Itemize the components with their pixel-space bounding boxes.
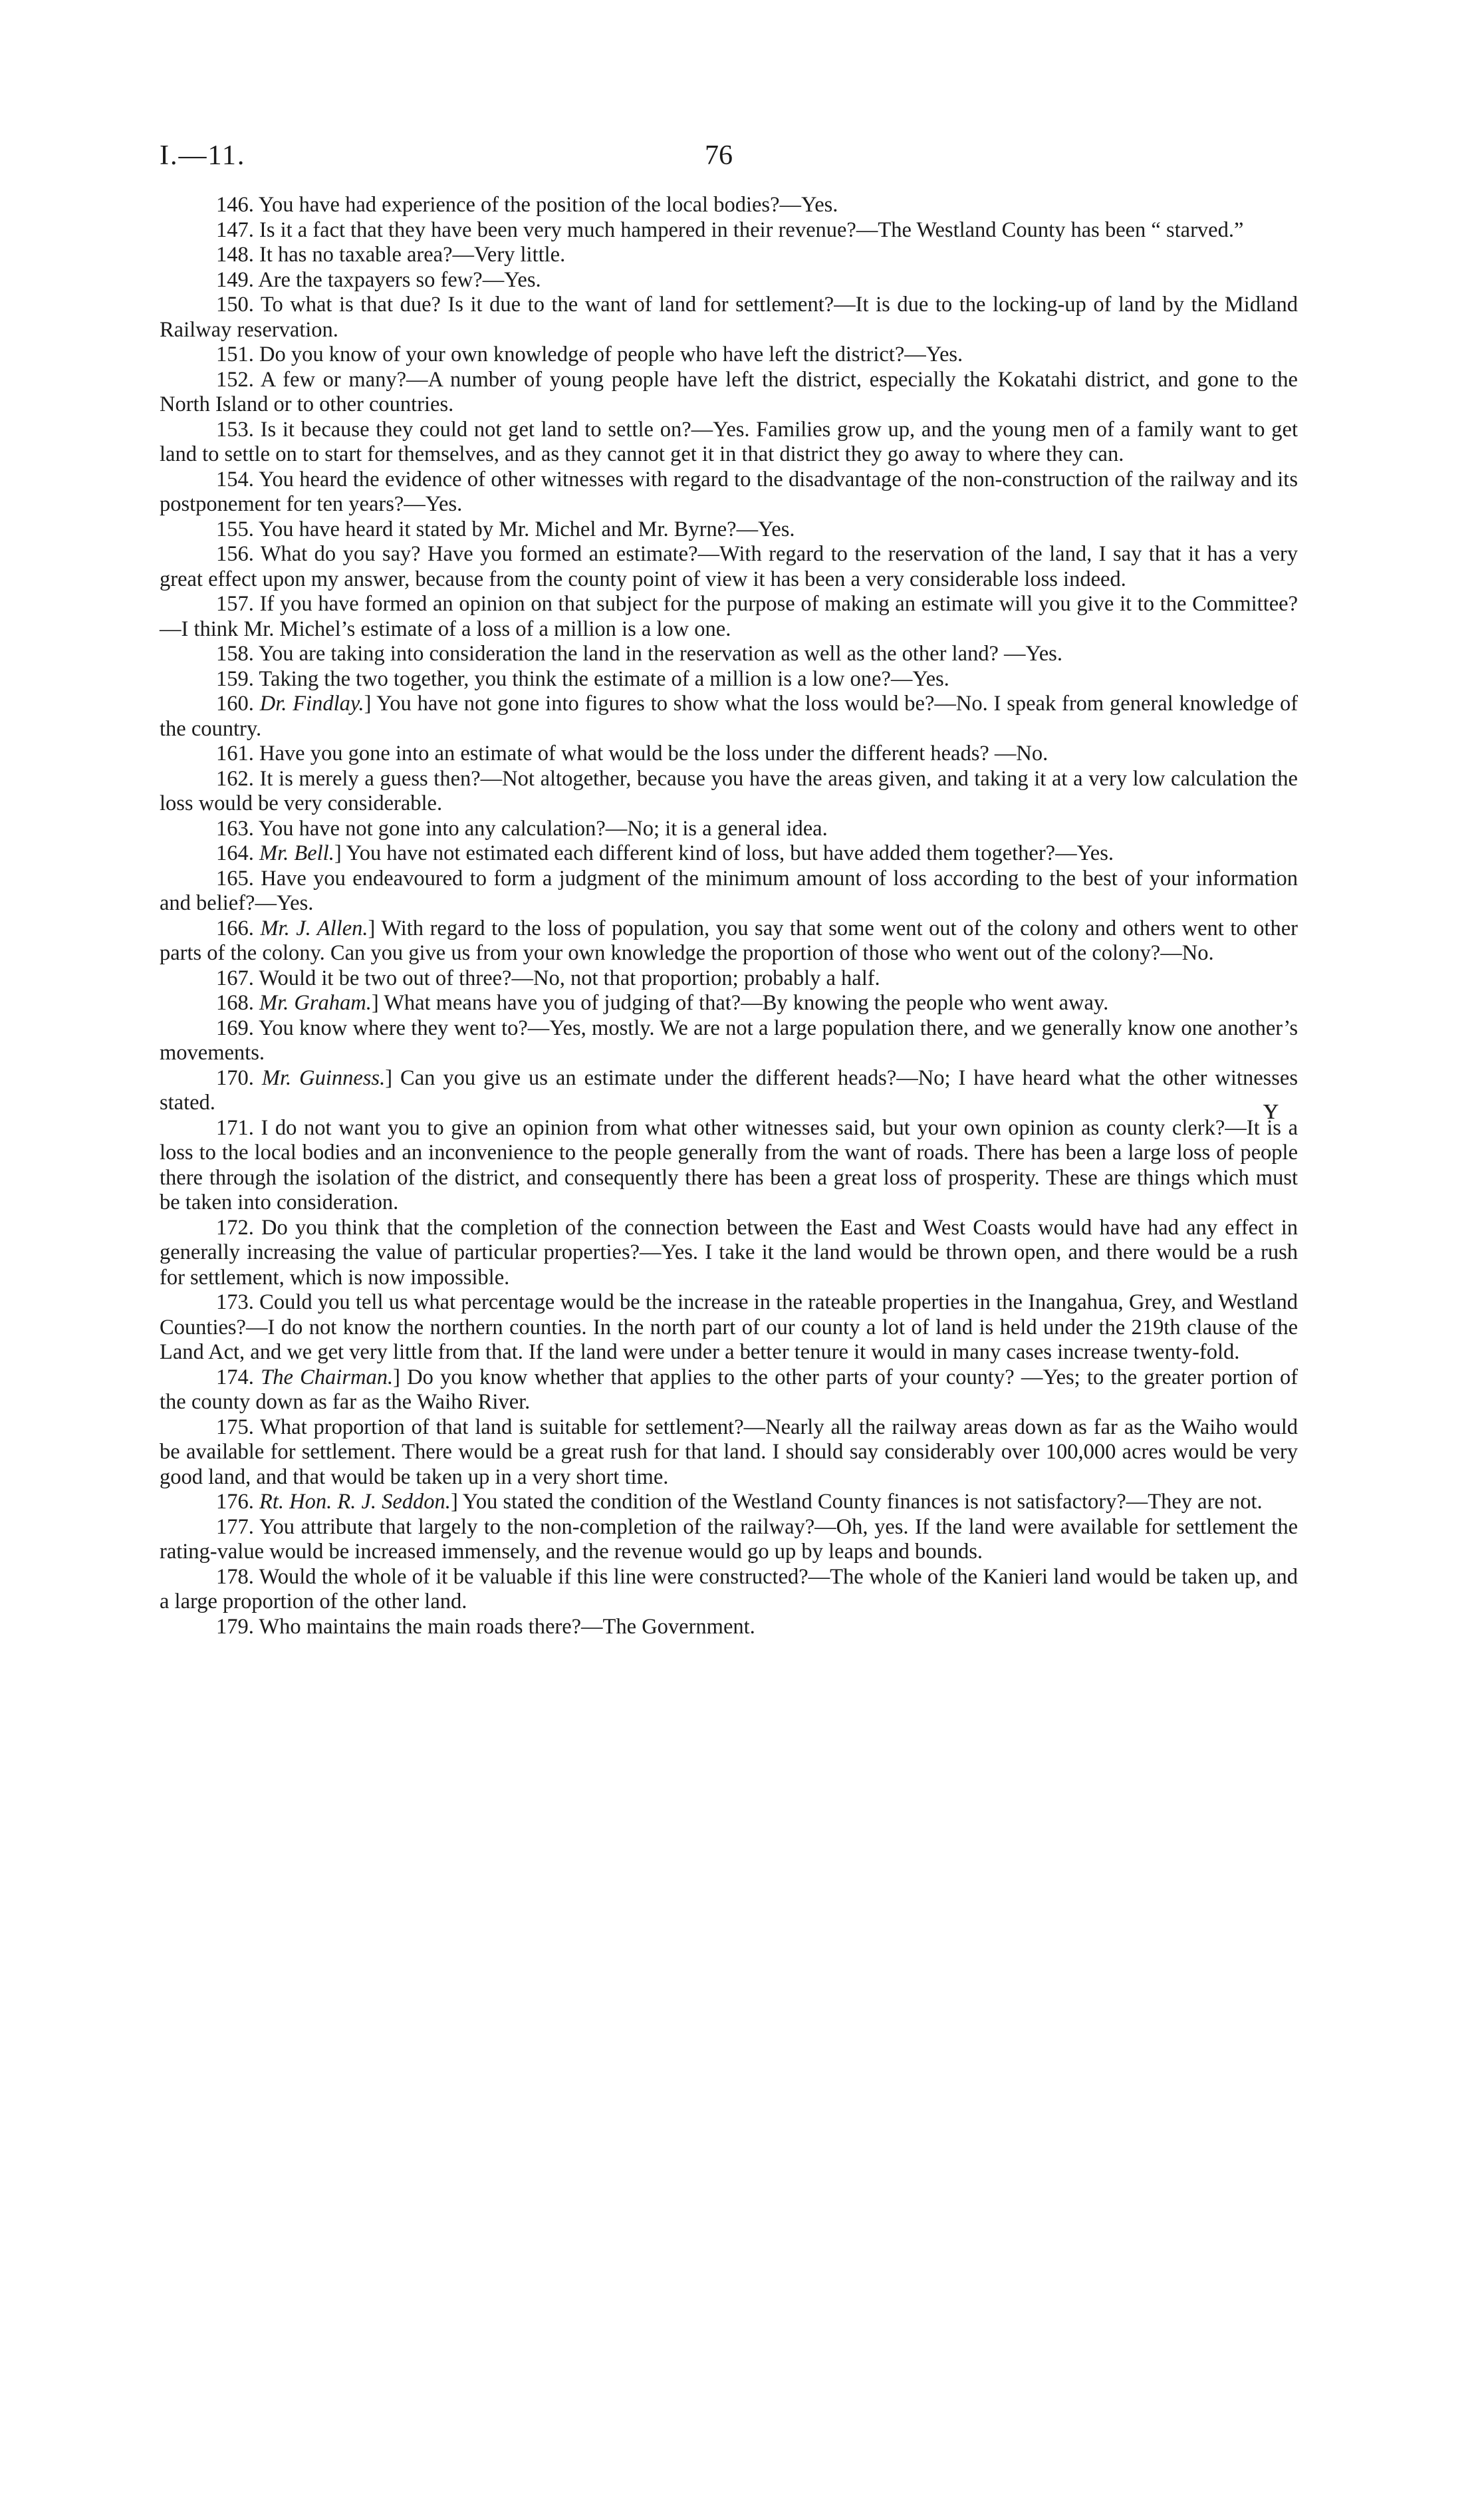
question-text: 155. You have heard it stated by Mr. Michel and Mr. Byrne?—Yes.: [216, 517, 795, 541]
speaker-name: Mr. Bell.: [259, 841, 334, 865]
question-text: 146. You have had experience of the position of the local bodies?—Yes.: [216, 193, 838, 217]
evidence-paragraph: [160, 991, 1298, 1016]
question-text: 157. If you have formed an opinion on that subject for the purpose of making an estimate will you give it to the Committee?—I think Mr. Michel’s estimate of a loss of a million is a low one.: [160, 592, 1298, 641]
question-text: 168.: [216, 991, 259, 1015]
evidence-paragraph: [160, 1365, 1298, 1415]
question-text: 149. Are the taxpayers so few?—Yes.: [216, 267, 541, 292]
question-text: 147. Is it a fact that they have been very much hampered in their revenue?—The Westland County has been “ starved.”: [216, 217, 1244, 242]
answer-text: ] With regard to the loss of population, you say that some went out of the colony and others went to other parts of the colony. Can you give us from your own knowledge the proportion of those who went out of the colony?—No.: [160, 916, 1298, 965]
evidence-paragraph: [160, 692, 1298, 742]
question-text: 172. Do you think that the completion of the connection between the East and West Coasts would have had any effect in generally increasing the value of particular properties?—Yes. I take it the land would be thrown open, and there would be a rush for settlement, which is now impossible.: [160, 1215, 1298, 1290]
question-text: 162. It is merely a guess then?—Not altogether, because you have the areas given, and taking it at a very low calculation the loss would be very considerable.: [160, 766, 1298, 815]
question-text: 170.: [216, 1065, 262, 1090]
answer-text: ] You have not gone into figures to show what the loss would be?—No. I speak from general knowledge of the country.: [160, 692, 1298, 741]
speaker-name: Mr. Graham.: [259, 991, 372, 1015]
page-header: [160, 133, 1298, 193]
question-text: 166.: [216, 916, 261, 940]
evidence-paragraph: [160, 293, 1298, 343]
speaker-name: Mr. J. Allen.: [260, 916, 368, 940]
question-text: 165. Have you endeavoured to form a judgment of the minimum amount of loss according to the best of your information and belief?—Yes.: [160, 866, 1298, 915]
question-text: 163. You have not gone into any calculation?—No; it is a general idea.: [216, 816, 828, 841]
evidence-paragraph: [160, 1615, 1298, 1640]
document-reference: I.—11.: [160, 140, 246, 171]
evidence-paragraph: [160, 1016, 1298, 1066]
question-text: 152. A few or many?—A number of young people have left the district, especially the Kokatahi district, and gone to the North Island or to other countries.: [160, 367, 1298, 416]
evidence-paragraph: [160, 218, 1298, 243]
evidence-paragraph: [160, 667, 1298, 692]
question-text: 178. Would the whole of it be valuable if this line were constructed?—The whole of the Kanieri land would be taken up, and a large proportion of the other land.: [160, 1564, 1298, 1613]
question-text: 154. You heard the evidence of other witnesses with regard to the disadvantage of the non-construction of the railway and its postponement for ten years?—Yes.: [160, 467, 1298, 516]
question-text: 158. You are taking into consideration the land in the reservation as well as the other land? —Yes.: [216, 642, 1062, 666]
evidence-paragraph: [160, 841, 1298, 867]
evidence-paragraph: [160, 767, 1298, 817]
question-text: 176.: [216, 1490, 259, 1514]
evidence-paragraph: [160, 1066, 1298, 1116]
question-text: 159. Taking the two together, you think the estimate of a million is a low one?—Yes.: [216, 666, 949, 691]
evidence-paragraph: [160, 193, 1298, 218]
answer-text: ] What means have you of judging of that?—By knowing the people who went away.: [371, 991, 1109, 1015]
evidence-paragraph: [160, 742, 1298, 767]
question-text: 161. Have you gone into an estimate of what would be the loss under the different heads? —No.: [216, 742, 1049, 765]
evidence-paragraph: [160, 817, 1298, 842]
speaker-name: Mr. Guinness.: [261, 1065, 386, 1090]
evidence-paragraph: [160, 1116, 1298, 1216]
answer-text: ] Do you know whether that applies to the other parts of your county? —Yes; to the greater portion of the county down as far as the Waiho River.: [160, 1365, 1298, 1414]
question-text: 153. Is it because they could not get land to settle on?—Yes. Families grow up, and the young men of a family want to get land to settle on to start for themselves, and as they cannot get it in that district they go away to where they can.: [160, 417, 1298, 466]
evidence-paragraph: [160, 1290, 1298, 1365]
question-text: 167. Would it be two out of three?—No, not that proportion; probably a half.: [216, 966, 880, 990]
question-text: 150. To what is that due? Is it due to the want of land for settlement?—It is due to the locking-up of land by the Midland Railway reservation.: [160, 293, 1298, 342]
evidence-paragraph: [160, 642, 1298, 667]
answer-text: ] You stated the condition of the Westland County finances is not satisfactory?—They are not.: [450, 1490, 1263, 1514]
page-number: 76: [705, 140, 733, 171]
speaker-name: Rt. Hon. R. J. Seddon.: [259, 1490, 451, 1514]
question-text: 179. Who maintains the main roads there?—The Government.: [216, 1614, 755, 1639]
question-text: 173. Could you tell us what percentage would be the increase in the rateable properties in the Inangahua, Grey, and Westland Counties?—I do not know the northern counties. In the north part of our county a lot of land is held under the 219th clause of the Land Act, and we get very little from that. If the land were under a better tenure it would in many cases increase twenty-fold.: [160, 1290, 1298, 1364]
evidence-paragraph: [160, 1415, 1298, 1490]
question-text: 175. What proportion of that land is suitable for settlement?—Nearly all the railway areas down as far as the Waiho would be available for settlement. There would be a great rush for that land. I should say considerably over 100,000 acres would be very good land, and that would be taken up in a very short time.: [160, 1415, 1298, 1489]
question-text: 160.: [216, 692, 260, 716]
evidence-paragraph: [160, 343, 1298, 368]
evidence-text: [160, 193, 1298, 1639]
document-page: [160, 133, 1298, 1639]
evidence-paragraph: [160, 418, 1298, 468]
question-text: 171. I do not want you to give an opinion from what other witnesses said, but your own opinion as county clerk?—It is a loss to the local bodies and an inconvenience to the people generally from the want of roads. There has been a large loss of people there through the isolation of the district, and consequently there has been a great loss of prosperity. These are things which must be taken into consideration.: [160, 1115, 1298, 1214]
evidence-paragraph: [160, 368, 1298, 418]
evidence-paragraph: [160, 916, 1298, 966]
evidence-paragraph: [160, 1216, 1298, 1291]
evidence-paragraph: [160, 268, 1298, 293]
question-text: 164.: [216, 841, 259, 865]
evidence-paragraph: [160, 468, 1298, 517]
evidence-paragraph: [160, 243, 1298, 268]
question-text: 151. Do you know of your own knowledge of people who have left the district?—Yes.: [216, 343, 963, 366]
question-text: 148. It has no taxable area?—Very little.: [216, 243, 566, 267]
speaker-name: The Chairman.: [261, 1365, 394, 1389]
evidence-paragraph: [160, 592, 1298, 642]
evidence-paragraph: [160, 1490, 1298, 1515]
evidence-paragraph: [160, 517, 1298, 543]
evidence-paragraph: [160, 966, 1298, 992]
evidence-paragraph: [160, 867, 1298, 916]
speaker-name: Dr. Findlay.: [259, 692, 364, 716]
evidence-paragraph: [160, 1515, 1298, 1565]
question-text: 169. You know where they went to?—Yes, mostly. We are not a large population there, and we generally know one another’s movements.: [160, 1016, 1298, 1065]
question-text: 177. You attribute that largely to the non-completion of the railway?—Oh, yes. If the land were available for settlement the rating-value would be increased immensely, and the revenue would go up by leaps and bounds.: [160, 1514, 1298, 1564]
margin-mark-icon: ʏ: [1263, 1091, 1279, 1125]
evidence-paragraph: [160, 1565, 1298, 1615]
answer-text: ] Can you give us an estimate under the different heads?—No; I have heard what the other witnesses stated.: [160, 1065, 1298, 1115]
evidence-paragraph: [160, 542, 1298, 592]
question-text: 174.: [216, 1365, 261, 1389]
answer-text: ] You have not estimated each different kind of loss, but have added them together?—Yes.: [334, 841, 1114, 865]
question-text: 156. What do you say? Have you formed an estimate?—With regard to the reservation of the land, I say that it has a very great effect upon my answer, because from the county point of view it has been a very considerable loss indeed.: [160, 542, 1298, 591]
